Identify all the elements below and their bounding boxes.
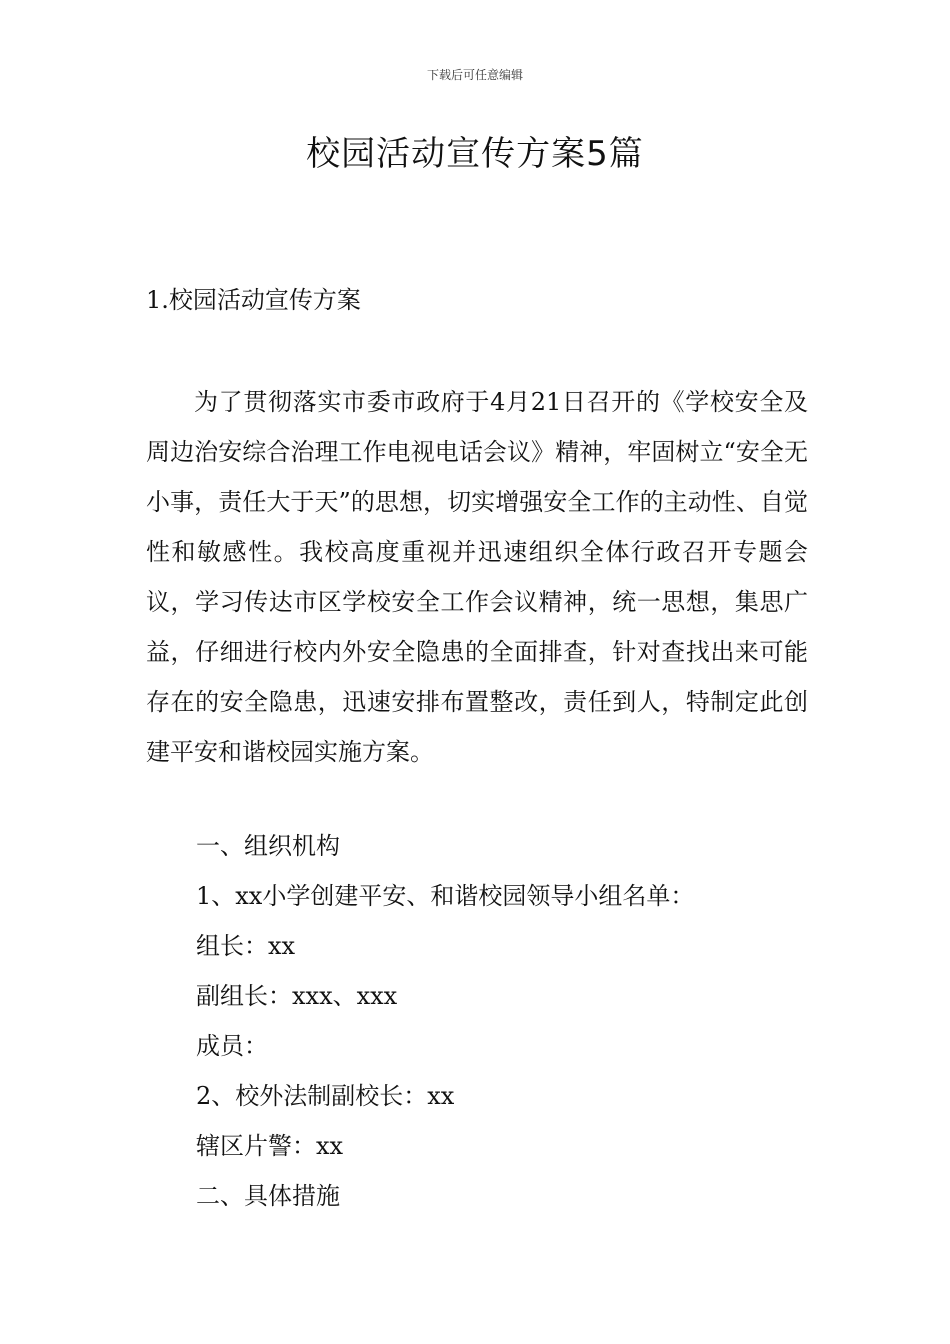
legal-vice-principal-line: 2、校外法制副校长：xx bbox=[196, 1082, 455, 1110]
members-line: 成员： bbox=[196, 1032, 268, 1060]
leadership-list-intro: 1、xx小学创建平安、和谐校园领导小组名单： bbox=[196, 882, 695, 910]
heading-organization: 一、组织机构 bbox=[196, 832, 340, 860]
district-police-line: 辖区片警：xx bbox=[196, 1132, 344, 1160]
heading-measures: 二、具体措施 bbox=[196, 1182, 340, 1210]
deputy-leader-line: 副组长：xxx、xxx bbox=[196, 982, 398, 1010]
section-heading: 1.校园活动宣传方案 bbox=[146, 286, 361, 314]
team-leader-line: 组长：xx bbox=[196, 932, 296, 960]
intro-paragraph: 为了贯彻落实市委市政府于4月21日召开的《学校安全及周边治安综合治理工作电视电话会议》精神，牢固树立“安全无小事，责任大于天”的思想，切实增强安全工作的主动性、自觉性和敏感性。我校高度重视并迅速组织全体行政召开专题会议，学习传达市区学校安全工作会议精神，统一思想，集思广益，仔细进行校内外安全隐患的全面排查，针对查找出来可能存在的安全隐患，迅速安排布置整改，责任到人，特制定此创建平安和谐校园实施方案。 bbox=[146, 388, 808, 766]
document-title: 校园活动宣传方案5篇 bbox=[306, 134, 644, 174]
page-header-note: 下载后可任意编辑 bbox=[426, 68, 523, 82]
